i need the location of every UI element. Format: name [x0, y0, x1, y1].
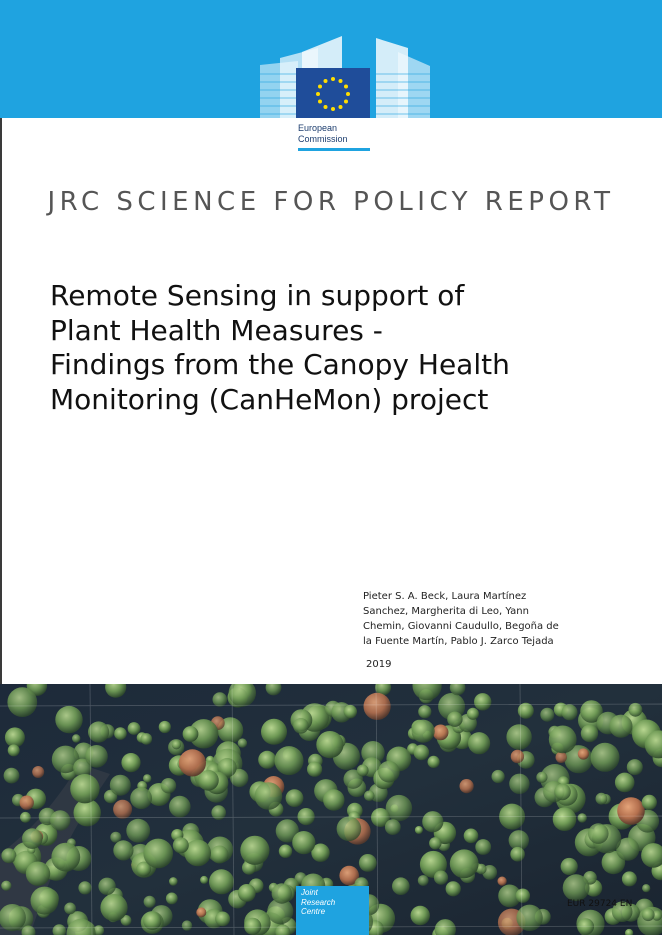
tree-crown [412, 720, 435, 743]
tree-crown [344, 705, 357, 718]
affected-tree-crown [498, 877, 507, 886]
tree-crown [169, 877, 178, 886]
tree-crown [429, 837, 441, 849]
affected-tree-crown [20, 796, 34, 810]
affected-tree-crown [556, 752, 567, 763]
tree-crown [418, 875, 429, 886]
tree-crown [5, 727, 25, 747]
tree-crown [622, 871, 637, 886]
tree-crown [98, 878, 115, 895]
tree-crown [578, 813, 587, 822]
tree-crown [563, 874, 590, 901]
title-line: Monitoring (CanHeMon) project [50, 382, 489, 416]
tree-crown [475, 839, 491, 855]
tree-crown [337, 817, 362, 842]
tree-crown [464, 829, 479, 844]
affected-tree-crown [617, 797, 645, 825]
tree-crown [467, 708, 479, 720]
tree-crown [549, 726, 577, 754]
tree-crown [364, 791, 375, 802]
tree-crown [642, 884, 650, 892]
tree-crown [506, 724, 531, 749]
tree-crown [161, 778, 176, 793]
tree-crown [286, 789, 304, 807]
tree-crown [596, 793, 608, 805]
tree-crown [141, 733, 153, 745]
tree-crown [428, 756, 440, 768]
jrc-label [301, 888, 335, 917]
tree-crown [627, 759, 643, 775]
tree-crown [540, 708, 554, 722]
tree-crown [198, 770, 219, 791]
series-title: JRC SCIENCE FOR POLICY REPORT [47, 187, 615, 217]
tree-crown [516, 905, 542, 931]
affected-tree-crown [511, 750, 524, 763]
organization-line: European [298, 123, 338, 133]
affected-tree-crown [364, 693, 391, 720]
tree-crown [474, 693, 491, 710]
tree-crown [211, 805, 226, 820]
tree-crown [509, 774, 529, 794]
tree-crown [392, 877, 410, 895]
tree-crown [26, 862, 50, 886]
tree-crown [261, 719, 287, 745]
tree-crown [4, 768, 20, 784]
tree-crown [359, 854, 377, 872]
author-line: Sanchez, Margherita di Leo, Yann [363, 606, 529, 617]
tree-crown [554, 784, 571, 801]
tree-crown [22, 828, 43, 849]
logo-underline [298, 148, 370, 151]
author-line: la Fuente Martín, Pablo J. Zarco Tejada [363, 636, 554, 647]
tree-crown [169, 796, 191, 818]
tree-crown [323, 789, 344, 810]
tree-crown [516, 889, 530, 903]
affected-tree-crown [578, 748, 589, 759]
tree-crown [200, 876, 208, 884]
jrc-line: Joint [301, 888, 318, 897]
report-title [50, 279, 630, 417]
tree-crown [578, 918, 595, 935]
tree-crown [72, 734, 80, 742]
tree-crown [411, 906, 430, 925]
authors [363, 589, 603, 649]
tree-crown [642, 908, 655, 921]
author-line: Chemin, Giovanni Caudullo, Begoña de [363, 621, 559, 632]
tree-crown [642, 795, 657, 810]
tree-crown [468, 732, 490, 754]
tree-crown [415, 826, 423, 834]
tree-crown [209, 869, 234, 894]
eur-number: EUR 29724 EN [567, 899, 633, 909]
tree-crown [64, 903, 76, 915]
tree-crown [31, 887, 59, 915]
tree-crown [298, 808, 315, 825]
tree-crown [562, 704, 578, 720]
tree-crown [561, 858, 578, 875]
tree-crown [414, 745, 430, 761]
tree-crown [126, 819, 150, 843]
affected-tree-crown [460, 779, 474, 793]
tree-crown [159, 721, 171, 733]
tree-crown [581, 725, 598, 742]
affected-tree-crown [196, 907, 206, 917]
tree-crown [55, 706, 82, 733]
tree-crown [275, 746, 304, 775]
tree-crown [447, 712, 462, 727]
tree-crown [88, 721, 109, 742]
tree-crown [50, 810, 70, 830]
tree-crown [166, 893, 178, 905]
tree-crown [113, 840, 133, 860]
tree-crown [385, 819, 401, 835]
tree-crown [422, 811, 443, 832]
tree-crown [238, 738, 247, 747]
tree-crown [357, 765, 369, 777]
affected-tree-crown [32, 766, 44, 778]
tree-crown [130, 787, 152, 809]
tree-crown [588, 823, 609, 844]
tree-crown [51, 843, 80, 872]
tree-crown [1, 848, 16, 863]
title-line: Plant Health Measures - [50, 313, 383, 347]
tree-crown [7, 687, 37, 717]
tree-crown [211, 846, 229, 864]
tree-crown [128, 722, 141, 735]
tree-crown [615, 773, 635, 793]
tree-crown [110, 775, 131, 796]
tree-crown [258, 751, 276, 769]
tree-crown [114, 727, 127, 740]
tree-crown [316, 731, 343, 758]
tree-crown [279, 845, 292, 858]
tree-crown [255, 782, 283, 810]
tree-crown [100, 894, 127, 921]
tree-crown [182, 920, 192, 930]
tree-crown [378, 761, 400, 783]
tree-crown [553, 807, 577, 831]
tree-crown [292, 831, 315, 854]
tree-crown [272, 883, 292, 903]
jrc-line: Centre [301, 907, 326, 916]
tree-crown [70, 774, 99, 803]
tree-crown [213, 692, 228, 707]
tree-crown [183, 726, 199, 742]
title-line: Remote Sensing in support of [50, 279, 465, 312]
organization-line: Commission [298, 134, 348, 144]
tree-crown [85, 745, 108, 768]
tree-crown [293, 718, 309, 734]
organization-name [298, 123, 348, 145]
tree-crown [1, 881, 11, 891]
tree-crown [446, 881, 461, 896]
tree-crown [629, 703, 643, 717]
tree-crown [536, 772, 547, 783]
tree-crown [240, 836, 269, 865]
tree-crown [609, 715, 632, 738]
tree-crown [434, 871, 448, 885]
tree-crown [591, 743, 620, 772]
tree-crown [244, 918, 261, 935]
tree-crown [20, 812, 31, 823]
tree-crown [238, 884, 256, 902]
author-line: Pieter S. A. Beck, Laura Martínez [363, 591, 527, 602]
tree-crown [8, 744, 20, 756]
tree-crown [215, 912, 230, 927]
tree-crown [307, 762, 322, 777]
title-line: Findings from the Canopy Health [50, 348, 510, 381]
tree-crown [143, 839, 173, 869]
tree-crown [172, 740, 181, 749]
affected-tree-crown [433, 725, 449, 741]
tree-crown [450, 849, 479, 878]
tree-crown [173, 837, 189, 853]
tree-crown [418, 705, 431, 718]
tree-crown [144, 896, 156, 908]
publication-year: 2019 [366, 659, 392, 670]
tree-crown [510, 847, 525, 862]
tree-crown [121, 753, 140, 772]
tree-crown [78, 881, 91, 894]
jrc-line: Research [301, 897, 336, 907]
tree-crown [143, 774, 151, 782]
affected-tree-crown [113, 800, 132, 819]
tree-crown [492, 770, 505, 783]
